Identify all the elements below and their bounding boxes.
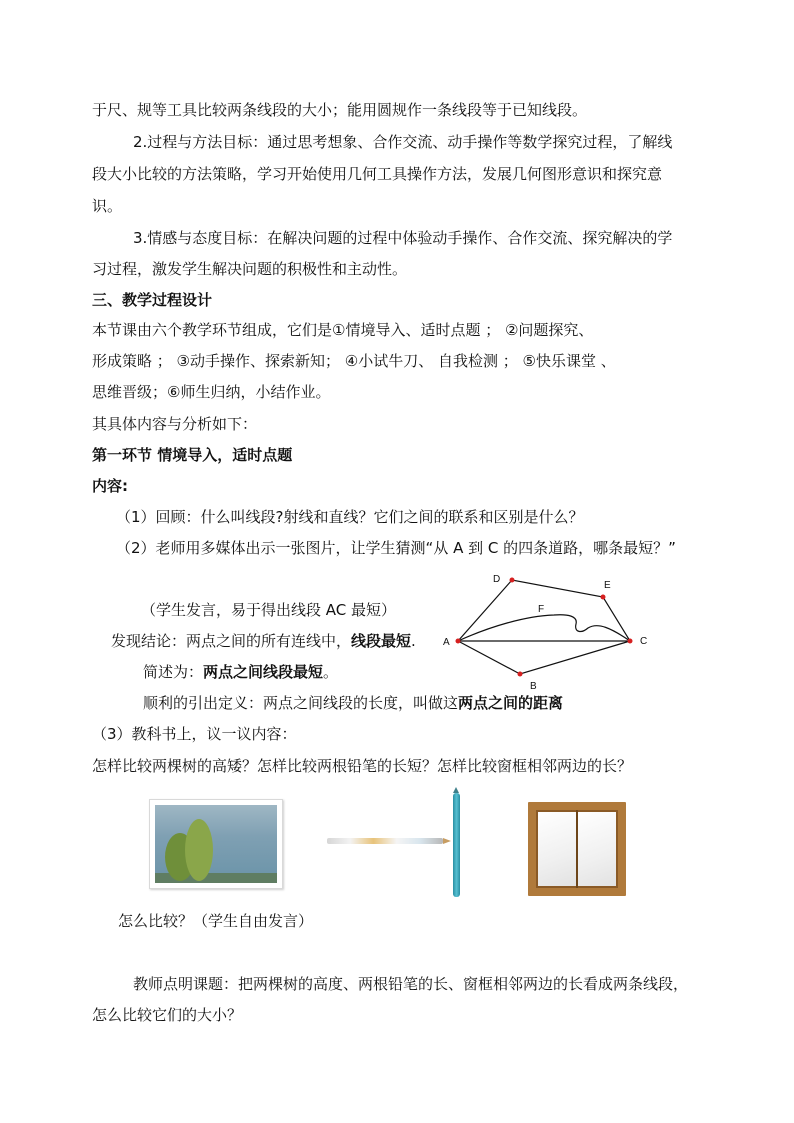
label-b: B bbox=[530, 681, 537, 692]
text-line-24: 怎么比较它们的大小？ bbox=[92, 1006, 243, 1024]
trees-scene bbox=[155, 805, 277, 883]
pencil-tip bbox=[453, 787, 459, 793]
point-e bbox=[601, 595, 606, 600]
text-line-6: 习过程，激发学生解决问题的积极性和主动性。 bbox=[92, 260, 408, 278]
label-a: A bbox=[443, 637, 450, 648]
label-c: C bbox=[640, 636, 648, 647]
conclusion-text: 发现结论：两点之间的所有连线中， bbox=[111, 632, 352, 650]
section-heading: 三、教学过程设计 bbox=[92, 291, 213, 309]
conclusion-emphasis: 线段最短 bbox=[351, 632, 412, 650]
text-line-23: 教师点明课题：把两棵树的高度、两根铅笔的长、窗框相邻两边的长看成两条线段， bbox=[133, 975, 689, 993]
window-inner bbox=[536, 810, 618, 888]
pencil-tip bbox=[443, 838, 451, 844]
text-line-2: 2.过程与方法目标：通过思考想象、合作交流、动手操作等数学探究过程，了解线 bbox=[133, 133, 673, 151]
summary-text: 简述为： bbox=[143, 663, 204, 681]
text-line-22: 怎么比较？（学生自由发言） bbox=[118, 912, 314, 930]
text-line-9: 形成策略 ； ③动手操作、探索新知； ④小试牛刀、 自我检测 ； ⑤快乐课堂 、 bbox=[92, 352, 616, 370]
text-line-15: （2）老师用多媒体出示一张图片，让学生猜测“从 A 到 C 的四条道路，哪条最短？” bbox=[116, 539, 676, 557]
label-e: E bbox=[604, 580, 611, 591]
paths-diagram bbox=[436, 568, 656, 694]
text-line-3: 段大小比较的方法策略，学习开始使用几何工具操作方法，发展几何图形意识和探究意 bbox=[92, 165, 663, 183]
text-line-10: 思维晋级；⑥师生归纳，小结作业。 bbox=[92, 383, 331, 401]
text-line-16: （学生发言，易于得出线段 AC 最短） bbox=[141, 601, 397, 619]
path-a-b-c bbox=[458, 641, 630, 674]
window-pane-right bbox=[578, 812, 616, 886]
pencil-horizontal bbox=[327, 838, 443, 844]
conclusion-line bbox=[111, 631, 416, 651]
window-frame bbox=[528, 802, 626, 896]
point-b bbox=[518, 672, 523, 677]
tree-right bbox=[185, 819, 213, 881]
path-a-f-c bbox=[458, 615, 630, 641]
text-line-21: 怎样比较两棵树的高矮？怎样比较两根铅笔的长短？怎样比较窗框相邻两边的长？ bbox=[92, 757, 633, 775]
definition-emphasis: 两点之间的距离 bbox=[458, 694, 564, 712]
point-c bbox=[628, 639, 633, 644]
text-line-20: （3）教科书上，议一议内容： bbox=[92, 725, 297, 743]
summary-period: 。 bbox=[323, 663, 339, 681]
label-d: D bbox=[493, 574, 501, 585]
window-pane-left bbox=[538, 812, 576, 886]
trees-photo bbox=[149, 799, 283, 889]
point-a bbox=[456, 639, 461, 644]
label-f: F bbox=[538, 604, 545, 615]
text-line-5: 3.情感与态度目标：在解决问题的过程中体验动手操作、合作交流、探究解决的学 bbox=[133, 229, 673, 247]
content-label: 内容: bbox=[92, 477, 128, 495]
pencil-vertical bbox=[453, 793, 460, 897]
point-d bbox=[510, 578, 515, 583]
conclusion-period: . bbox=[411, 632, 416, 650]
text-line-1: 于尺、规等工具比较两条线段的大小；能用圆规作一条线段等于已知线段。 bbox=[92, 101, 588, 119]
text-line-4: 识。 bbox=[92, 197, 123, 215]
subsection-heading: 第一环节 情境导入，适时点题 bbox=[92, 446, 293, 464]
summary-line bbox=[143, 662, 338, 682]
definition-text: 顺利的引出定义：两点之间线段的长度，叫做这 bbox=[143, 694, 459, 712]
text-line-11: 其具体内容与分析如下： bbox=[92, 415, 258, 433]
text-line-8: 本节课由六个教学环节组成，它们是①情境导入、适时点题 ； ②问题探究、 bbox=[92, 321, 594, 339]
text-line-14: （1）回顾：什么叫线段?射线和直线？它们之间的联系和区别是什么？ bbox=[116, 508, 584, 526]
summary-emphasis: 两点之间线段最短 bbox=[203, 663, 324, 681]
definition-line bbox=[143, 693, 563, 713]
